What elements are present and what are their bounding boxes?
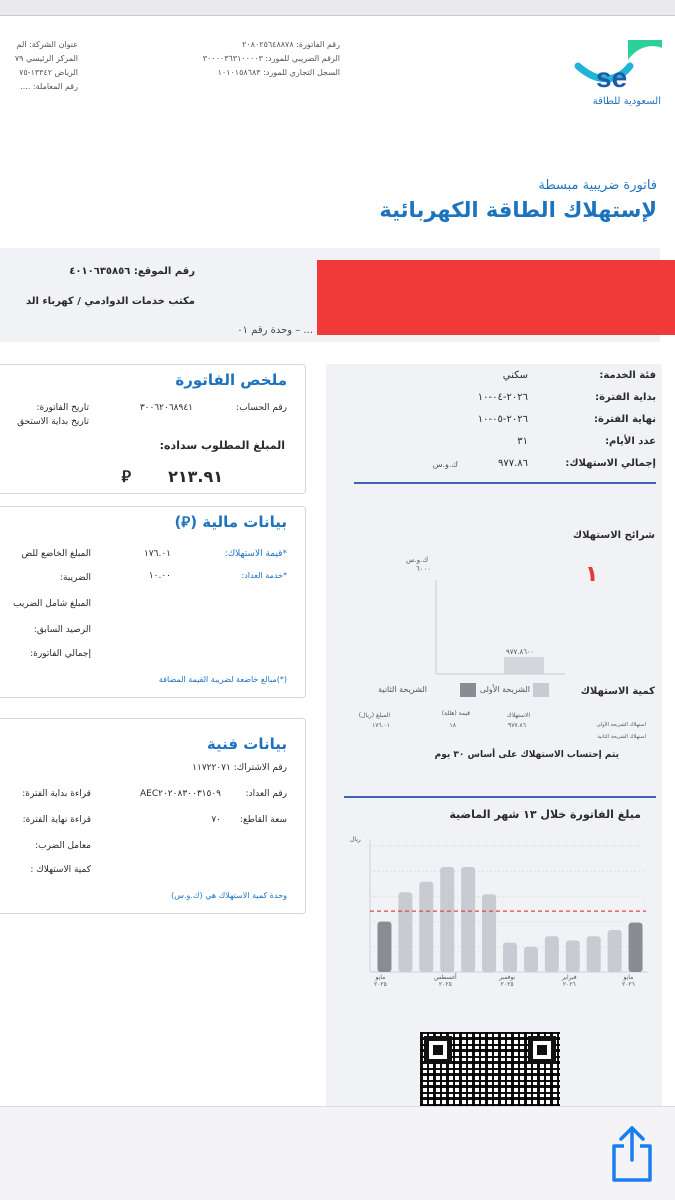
company-name: السعودية للطاقة [592,96,661,107]
tier1-row-label: استهلاك الشريحة الأولى [596,722,646,728]
subscription-number: رقم الاشتراك: ١١٧٢٢٠٧١ [192,763,287,773]
vat-note: (*)مبالغ خاضعة لضريبة القيمة المضافة [158,675,287,684]
x-label-month: نوفمبر [499,974,516,981]
legend-tier1-swatch [533,683,549,697]
tiers-header-consumption: الاستهلاك [506,712,530,719]
x-label-year: ٢٠٢٥ [438,981,452,988]
tiers-title: شرائح الاستهلاك [572,530,655,541]
tier1-consumption: ٩٧٧.٨٦ [507,722,526,729]
history-bar [503,943,517,972]
address-line: المركز الرئيسي ٧٩ [14,54,78,63]
history-title: مبلغ الفاتورة خلال ١٣ شهر الماضية [449,808,641,821]
total-consumption-value: ٩٧٧.٨٦ [497,458,528,469]
breaker-label: سعة القاطع: [239,815,287,825]
tiers-unit: ك.و.س [406,556,429,564]
total-consumption-label: إجمالي الاستهلاك: [565,458,656,469]
consumption-value-label: *قيمة الاستهلاك: [224,549,287,559]
x-label-year: ٢٠٢٥ [374,981,387,988]
consumption-qty-tech-label: كمية الاستهلاك : [30,865,91,875]
legend-tier2-swatch [460,683,476,697]
unit-note: وحدة كمية الاستهلاك هي (ك.و.س) [171,891,287,900]
history-bar [545,936,559,972]
history-bar [629,923,643,972]
invoice-number: رقم الفاتورة: ٢٠٨٠٢٥٦٤٨٨٧٨ [242,40,340,49]
history-bar [419,882,433,972]
x-label-year: ٢٠٢٦ [622,981,635,988]
browser-top-strip [0,0,675,16]
period-end-value: ٢٠٢٦-٠٥-١٠ [477,414,528,425]
qr-finder [424,1036,452,1064]
address-line: رقم المعاملة: .... [20,82,78,91]
tier-indicator: ١ [585,562,599,587]
due-start-label: تاريخ بداية الاستحق [17,417,89,427]
tier1-price: ١٨ [449,722,456,729]
x-label-year: ٢٠٢٦ [562,981,576,988]
section-divider [344,796,656,798]
history-unit: ريال [350,836,361,843]
invoice-date-label: تاريخ الفاتورة: [36,403,89,413]
basis-note: يتم إحتساب الاستهلاك على أساس ٣٠ يوم [434,750,619,760]
tiers-chart [400,560,570,680]
consumption-qty-label: كمية الاستهلاك [580,686,655,697]
multiplier-label: معامل الضرب: [35,841,91,851]
tier1-amount: ١٧٦.٠١ [371,722,390,729]
x-label-month: مايو [375,974,386,981]
summary-title: ملخص الفاتورة [175,371,287,389]
share-button[interactable] [606,1124,658,1184]
financial-title: بيانات مالية (⃁) [174,513,287,531]
history-bar [377,922,391,972]
redaction-box [317,260,675,335]
share-icon [606,1124,658,1184]
tiers-axis-top: ٦٠٠٠ [416,565,432,573]
account-number: ٣٠٠٦٢٠٦٨٩٤١ [139,403,193,413]
x-label-month: أغسطس [434,974,457,981]
logo-text: se [596,62,628,93]
tiers-header-amount: المبلغ (ريال) [358,712,390,719]
account-label: رقم الحساب: [236,403,287,413]
qr-finder [528,1036,556,1064]
history-bar [482,894,496,972]
site-number: رقم الموقع: ٤٠١٠٦٣٥٨٥٦ [69,266,195,277]
consumption-value: ١٧٦.٠١ [143,549,171,559]
amount-due-label: المبلغ المطلوب سداده: [159,439,285,452]
financial-panel [0,506,306,698]
history-bar [398,892,412,972]
x-label [499,974,515,988]
previous-balance-label: الرصيد السابق: [33,625,91,635]
supplier-info [203,38,340,80]
period-start-label: بداية الفترة: [595,392,656,403]
invoice-subtitle: فاتورة ضريبية مبسطة [538,178,657,193]
office-name: مكتب خدمات الدوادمي / كهرباء الد [26,296,195,307]
meter-number-label: رقم العداد: [245,789,287,799]
history-bar [440,867,454,972]
x-label [622,974,635,988]
meter-number: AEC٢٠٢٠٨٣٠٠٣١٥٠٩ [140,789,221,799]
address-line: الرياض ١٣٣٤٢-٧٥ [19,68,78,77]
page-title: لإستهلاك الطاقة الكهربائية [379,198,657,222]
history-bar [566,941,580,973]
technical-title: بيانات فنية [206,735,287,753]
x-label-year: ٢٠٢٥ [500,981,514,988]
history-bar [587,936,601,972]
technical-panel [0,718,306,914]
consumption-unit: ك.و.س [432,460,458,469]
history-bar [461,867,475,972]
legend-tier1: الشريحة الأولى [479,685,530,694]
tier-bar-label: ٩٧٧.٨٦٠٠ [506,648,535,656]
tier2-row-label: استهلاك الشريحة الثانية [597,734,646,740]
company-address [15,38,78,94]
qr-code [420,1032,560,1106]
bottom-toolbar [0,1106,675,1200]
meter-service-label: *خدمة العداد: [241,571,287,580]
tax-label: الضريبة: [59,573,91,583]
history-x-labels [354,974,662,998]
tiers-table [350,706,650,746]
unit-name: ... – وحدة رقم ٠١ [237,325,313,336]
x-label [562,974,577,988]
address-line: عنوان الشركة: الم [16,40,78,49]
service-category-value: سكني [502,370,528,381]
tiers-header-price: قيمة (هللة) [441,710,470,717]
x-label-month: مايو [623,974,634,981]
tier-bar [504,657,544,674]
service-category-label: فئة الخدمة: [599,370,656,381]
period-start-value: ٢٠٢٦-٠٤-١٠ [477,392,528,403]
taxable-amount-label: المبلغ الخاضع للض [21,549,91,559]
end-reading-label: قراءة نهاية الفترة: [22,815,91,825]
days-count-label: عدد الأيام: [605,436,656,447]
amount-with-tax-label: المبلغ شامل الضريب [13,599,91,609]
history-bar [524,947,538,972]
legend-tier2: الشريحة الثانية [378,685,427,694]
summary-panel [0,364,306,494]
supplier-cr-number: السجل التجاري للمورد: ١٠١٠١٥٨٦٨٣ [217,68,340,77]
breaker-value: ٧٠ [211,815,221,825]
company-logo [570,38,665,113]
supplier-tax-number: الرقم الضريبي للمورد: ٣٠٠٠٠٣٦٣١٠٠٠٠٣ [202,54,340,63]
riyal-icon: ⃁ [121,467,131,486]
period-end-label: نهاية الفترة: [594,414,656,425]
x-label [374,974,387,988]
meter-service-value: ١٠.٠٠ [148,571,171,581]
start-reading-label: قراءة بداية الفترة: [22,789,91,799]
amount-due-value: ٢١٣.٩١ [168,467,223,486]
x-label [434,974,457,988]
x-label-month: فبراير [562,974,577,981]
history-bar [608,930,622,972]
section-divider [354,482,656,484]
invoice-total-label: إجمالي الفاتورة: [30,649,91,659]
days-count-value: ٣١ [517,436,528,447]
